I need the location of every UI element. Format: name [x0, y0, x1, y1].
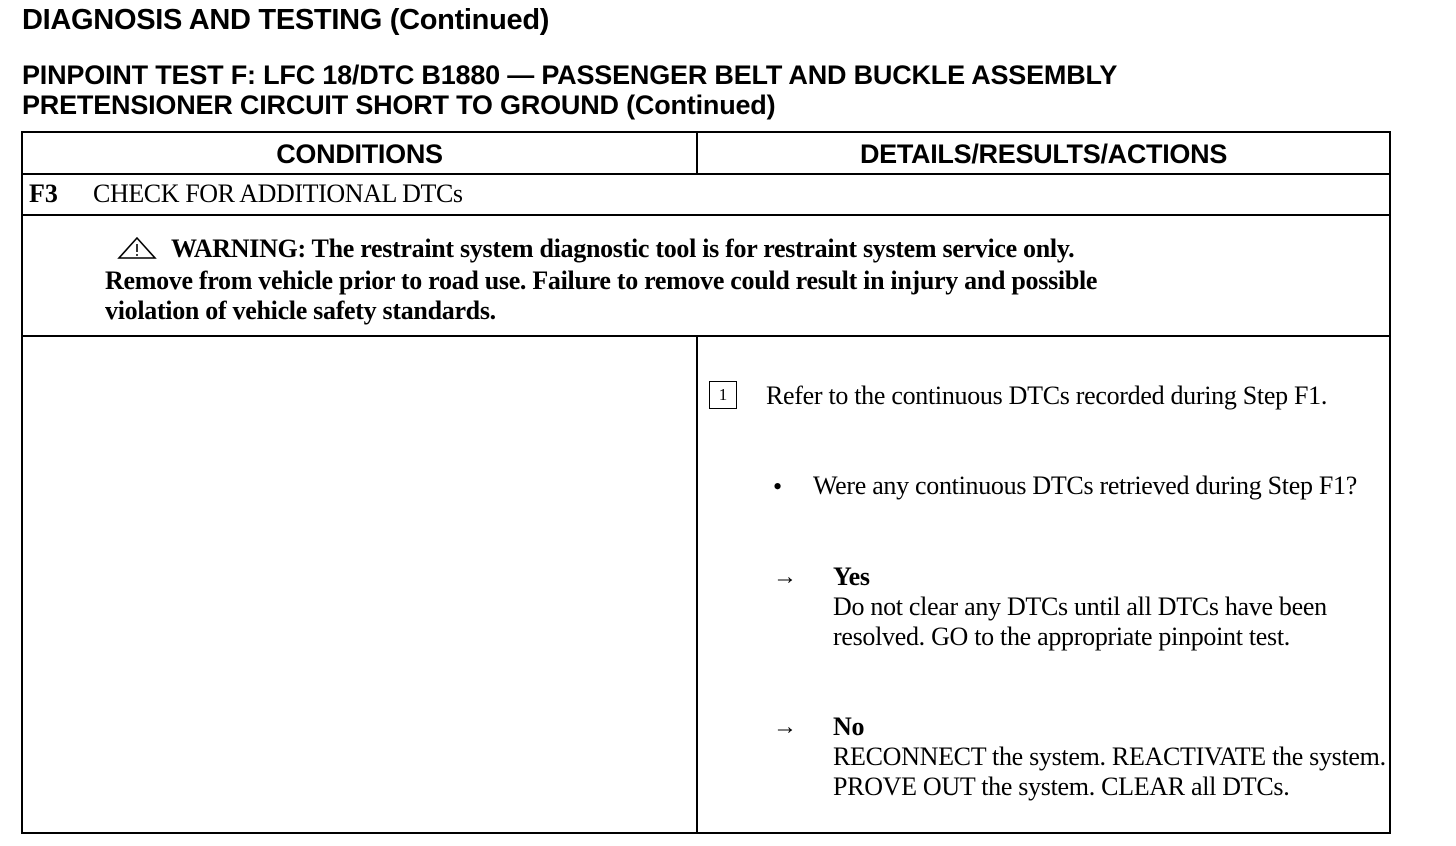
- question-text: Were any continuous DTCs retrieved during Step F1?: [813, 471, 1357, 500]
- no-result: [833, 712, 1393, 802]
- warning-line-3: violation of vehicle safety standards.: [105, 296, 496, 325]
- no-label: No: [833, 712, 865, 741]
- step-body-row: [23, 337, 1389, 832]
- step-heading-row: [23, 175, 1389, 216]
- yes-result: [833, 562, 1393, 652]
- step-instruction: Refer to the continuous DTCs recorded during Step F1.: [766, 381, 1328, 410]
- warning-text: [105, 234, 1305, 326]
- warning-line-1: [105, 234, 1305, 266]
- table-header-row: [23, 133, 1389, 175]
- warning-line-1-text: WARNING: The restraint system diagnostic tool is for restraint system service only.: [171, 234, 1075, 263]
- column-divider: [696, 337, 698, 832]
- warning-line-2: Remove from vehicle prior to road use. Failure to remove could result in injury and possible: [105, 266, 1098, 295]
- arrow-right-icon: →: [773, 714, 797, 740]
- step-number-box: 1: [709, 381, 737, 409]
- pinpoint-test-title-line2: PRETENSIONER CIRCUIT SHORT TO GROUND (Continued): [22, 90, 776, 120]
- page-title: DIAGNOSIS AND TESTING (Continued): [22, 4, 550, 36]
- warning-triangle-icon: [117, 236, 157, 266]
- step-title: CHECK FOR ADDITIONAL DTCs: [93, 179, 463, 208]
- warning-row: [23, 216, 1389, 337]
- pinpoint-test-table: [21, 131, 1391, 834]
- bullet-icon: •: [773, 472, 783, 501]
- details-column-header: DETAILS/RESULTS/ACTIONS: [859, 139, 1228, 169]
- yes-label: Yes: [833, 562, 870, 591]
- yes-action-text: Do not clear any DTCs until all DTCs have been resolved. GO to the appropriate pinpoint test.: [833, 592, 1327, 651]
- step-id: F3: [29, 179, 58, 208]
- pinpoint-test-title-line1: PINPOINT TEST F: LFC 18/DTC B1880 — PASSENGER BELT AND BUCKLE ASSEMBLY: [22, 60, 1118, 90]
- no-action-text: RECONNECT the system. REACTIVATE the system. PROVE OUT the system. CLEAR all DTCs.: [833, 742, 1386, 801]
- arrow-right-icon: →: [773, 564, 797, 590]
- conditions-column-header: CONDITIONS: [276, 139, 443, 169]
- pinpoint-test-title: [22, 60, 1117, 120]
